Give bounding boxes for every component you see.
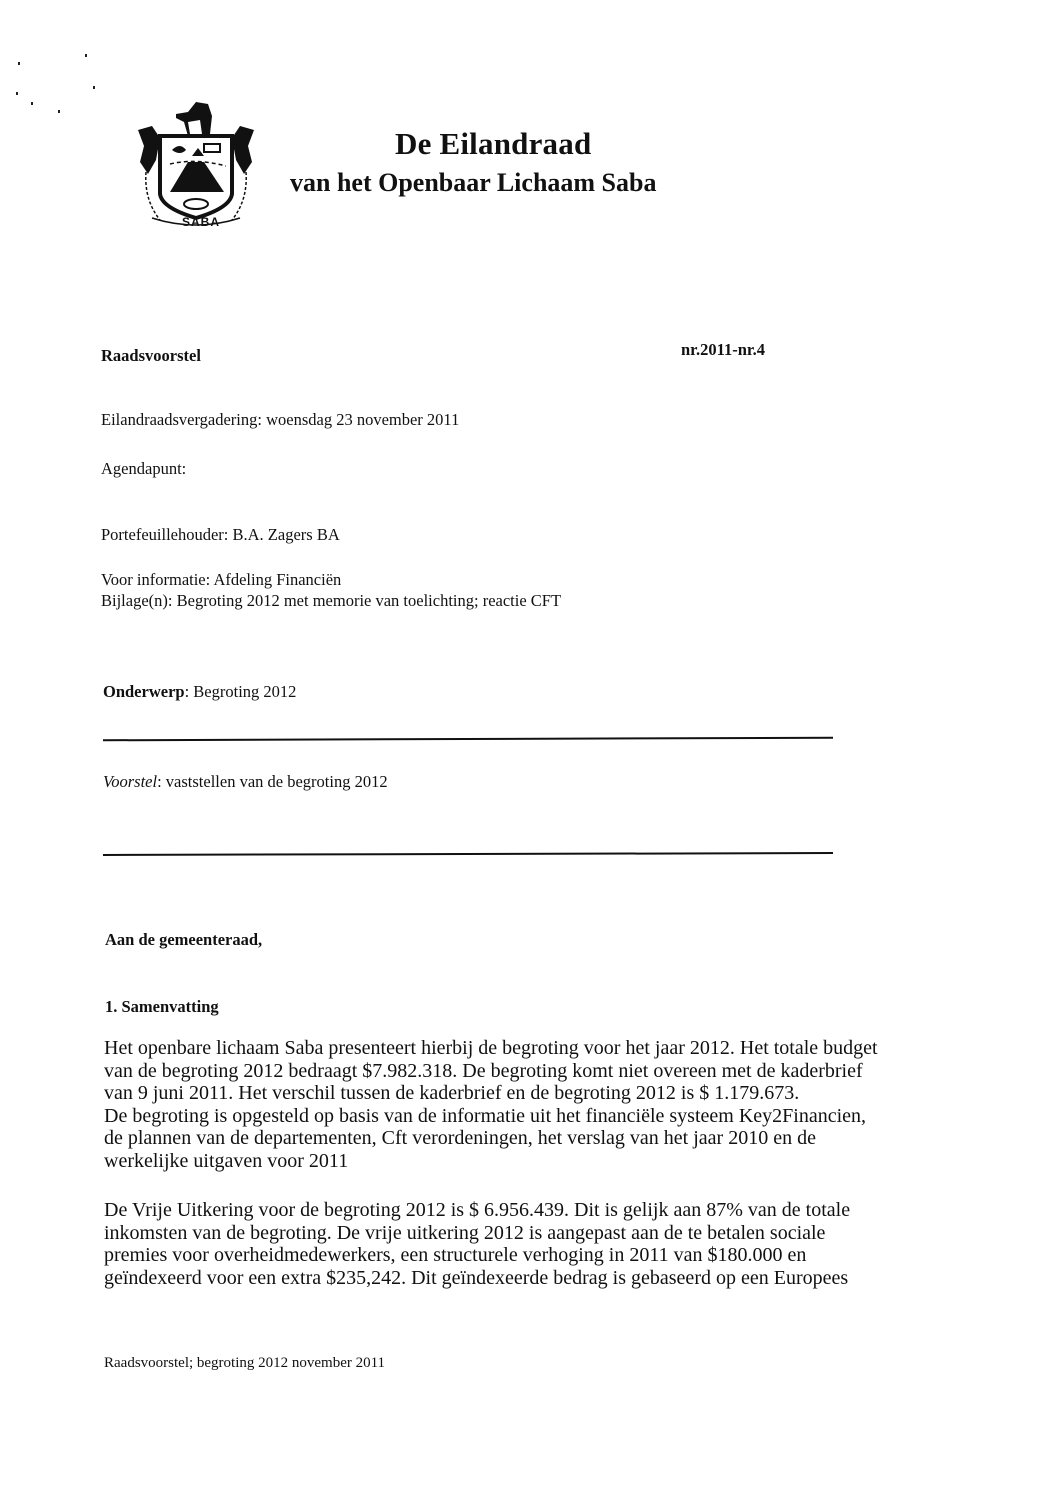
info-value: Afdeling Financiën	[213, 570, 342, 589]
subject-label: Onderwerp	[103, 682, 185, 701]
portfolio-holder-field	[101, 525, 340, 545]
page-title: De Eilandraad	[395, 126, 592, 161]
scan-speck	[93, 86, 95, 89]
scan-speck	[18, 62, 20, 65]
summary-paragraph-2	[104, 1199, 850, 1289]
scan-speck	[85, 54, 87, 57]
paragraph-line: Het openbare lichaam Saba presenteert hierbij de begroting voor het jaar 2012. Het totale budget	[104, 1037, 878, 1059]
paragraph-line: van de begroting 2012 bedraagt $7.982.318. De begroting komt niet overeen met de kaderbrief	[104, 1059, 863, 1082]
section-heading: 1. Samenvatting	[105, 997, 219, 1016]
subject-value: : Begroting 2012	[184, 682, 297, 701]
meeting-date-field	[101, 410, 459, 430]
document-number: nr.2011-nr.4	[681, 340, 766, 359]
agenda-item-field	[101, 459, 186, 479]
attachments-label: Bijlage(n):	[101, 591, 173, 610]
scan-speck	[58, 110, 60, 113]
page-subtitle: van het Openbaar Lichaam Saba	[290, 168, 657, 197]
paragraph-line: van 9 juni 2011. Het verschil tussen de kaderbrief en de begroting 2012 is $ 1.179.673.	[104, 1082, 800, 1104]
proposal-label: Voorstel	[103, 772, 158, 791]
divider-line	[103, 852, 833, 856]
proposal-value: : vaststellen van de begroting 2012	[157, 772, 388, 791]
scan-speck	[31, 102, 33, 105]
crest-banner-text: SABA	[182, 215, 221, 229]
page-footer: Raadsvoorstel; begroting 2012 november 2011	[104, 1355, 386, 1371]
paragraph-line: De Vrije Uitkering voor de begroting 2012 is $ 6.956.439. Dit is gelijk aan 87% van de totale	[104, 1199, 851, 1221]
attachments-value: Begroting 2012 met memorie van toelichting; reactie CFT	[176, 591, 562, 610]
subject-field	[103, 682, 296, 702]
proposal-field	[103, 772, 388, 792]
information-field	[101, 570, 341, 590]
info-label: Voor informatie:	[101, 570, 211, 589]
paragraph-line: De begroting is opgesteld op basis van de informatie uit het financiële systeem Key2Financien,	[104, 1104, 867, 1127]
meeting-value: woensdag 23 november 2011	[266, 410, 460, 429]
paragraph-line: inkomsten van de begroting. De vrije uitkering 2012 is aangepast aan de te betalen sociale	[104, 1221, 826, 1244]
coat-of-arms-logo	[130, 100, 262, 236]
meeting-label: Eilandraadsvergadering:	[101, 410, 262, 429]
document-type: Raadsvoorstel	[101, 346, 201, 365]
scan-speck	[16, 92, 18, 95]
paragraph-line: werkelijke uitgaven voor 2011	[104, 1149, 349, 1172]
paragraph-line: de plannen van de departementen, Cft verordeningen, het verslag van het jaar 2010 en de	[104, 1127, 816, 1149]
portfolio-label: Portefeuillehouder:	[101, 525, 229, 544]
divider-line	[103, 737, 833, 742]
summary-paragraph-1	[104, 1037, 878, 1172]
portfolio-value: B.A. Zagers BA	[232, 525, 340, 544]
paragraph-line: premies voor overheidmedewerkers, een structurele verhoging in 2011 van $180.000 en	[104, 1244, 807, 1266]
agenda-label: Agendapunt:	[101, 459, 187, 478]
salutation: Aan de gemeenteraad,	[105, 930, 263, 949]
attachments-field	[101, 591, 561, 611]
paragraph-line: geïndexeerd voor een extra $235,242. Dit geïndexeerde bedrag is gebaseerd op een Europees	[104, 1266, 849, 1289]
